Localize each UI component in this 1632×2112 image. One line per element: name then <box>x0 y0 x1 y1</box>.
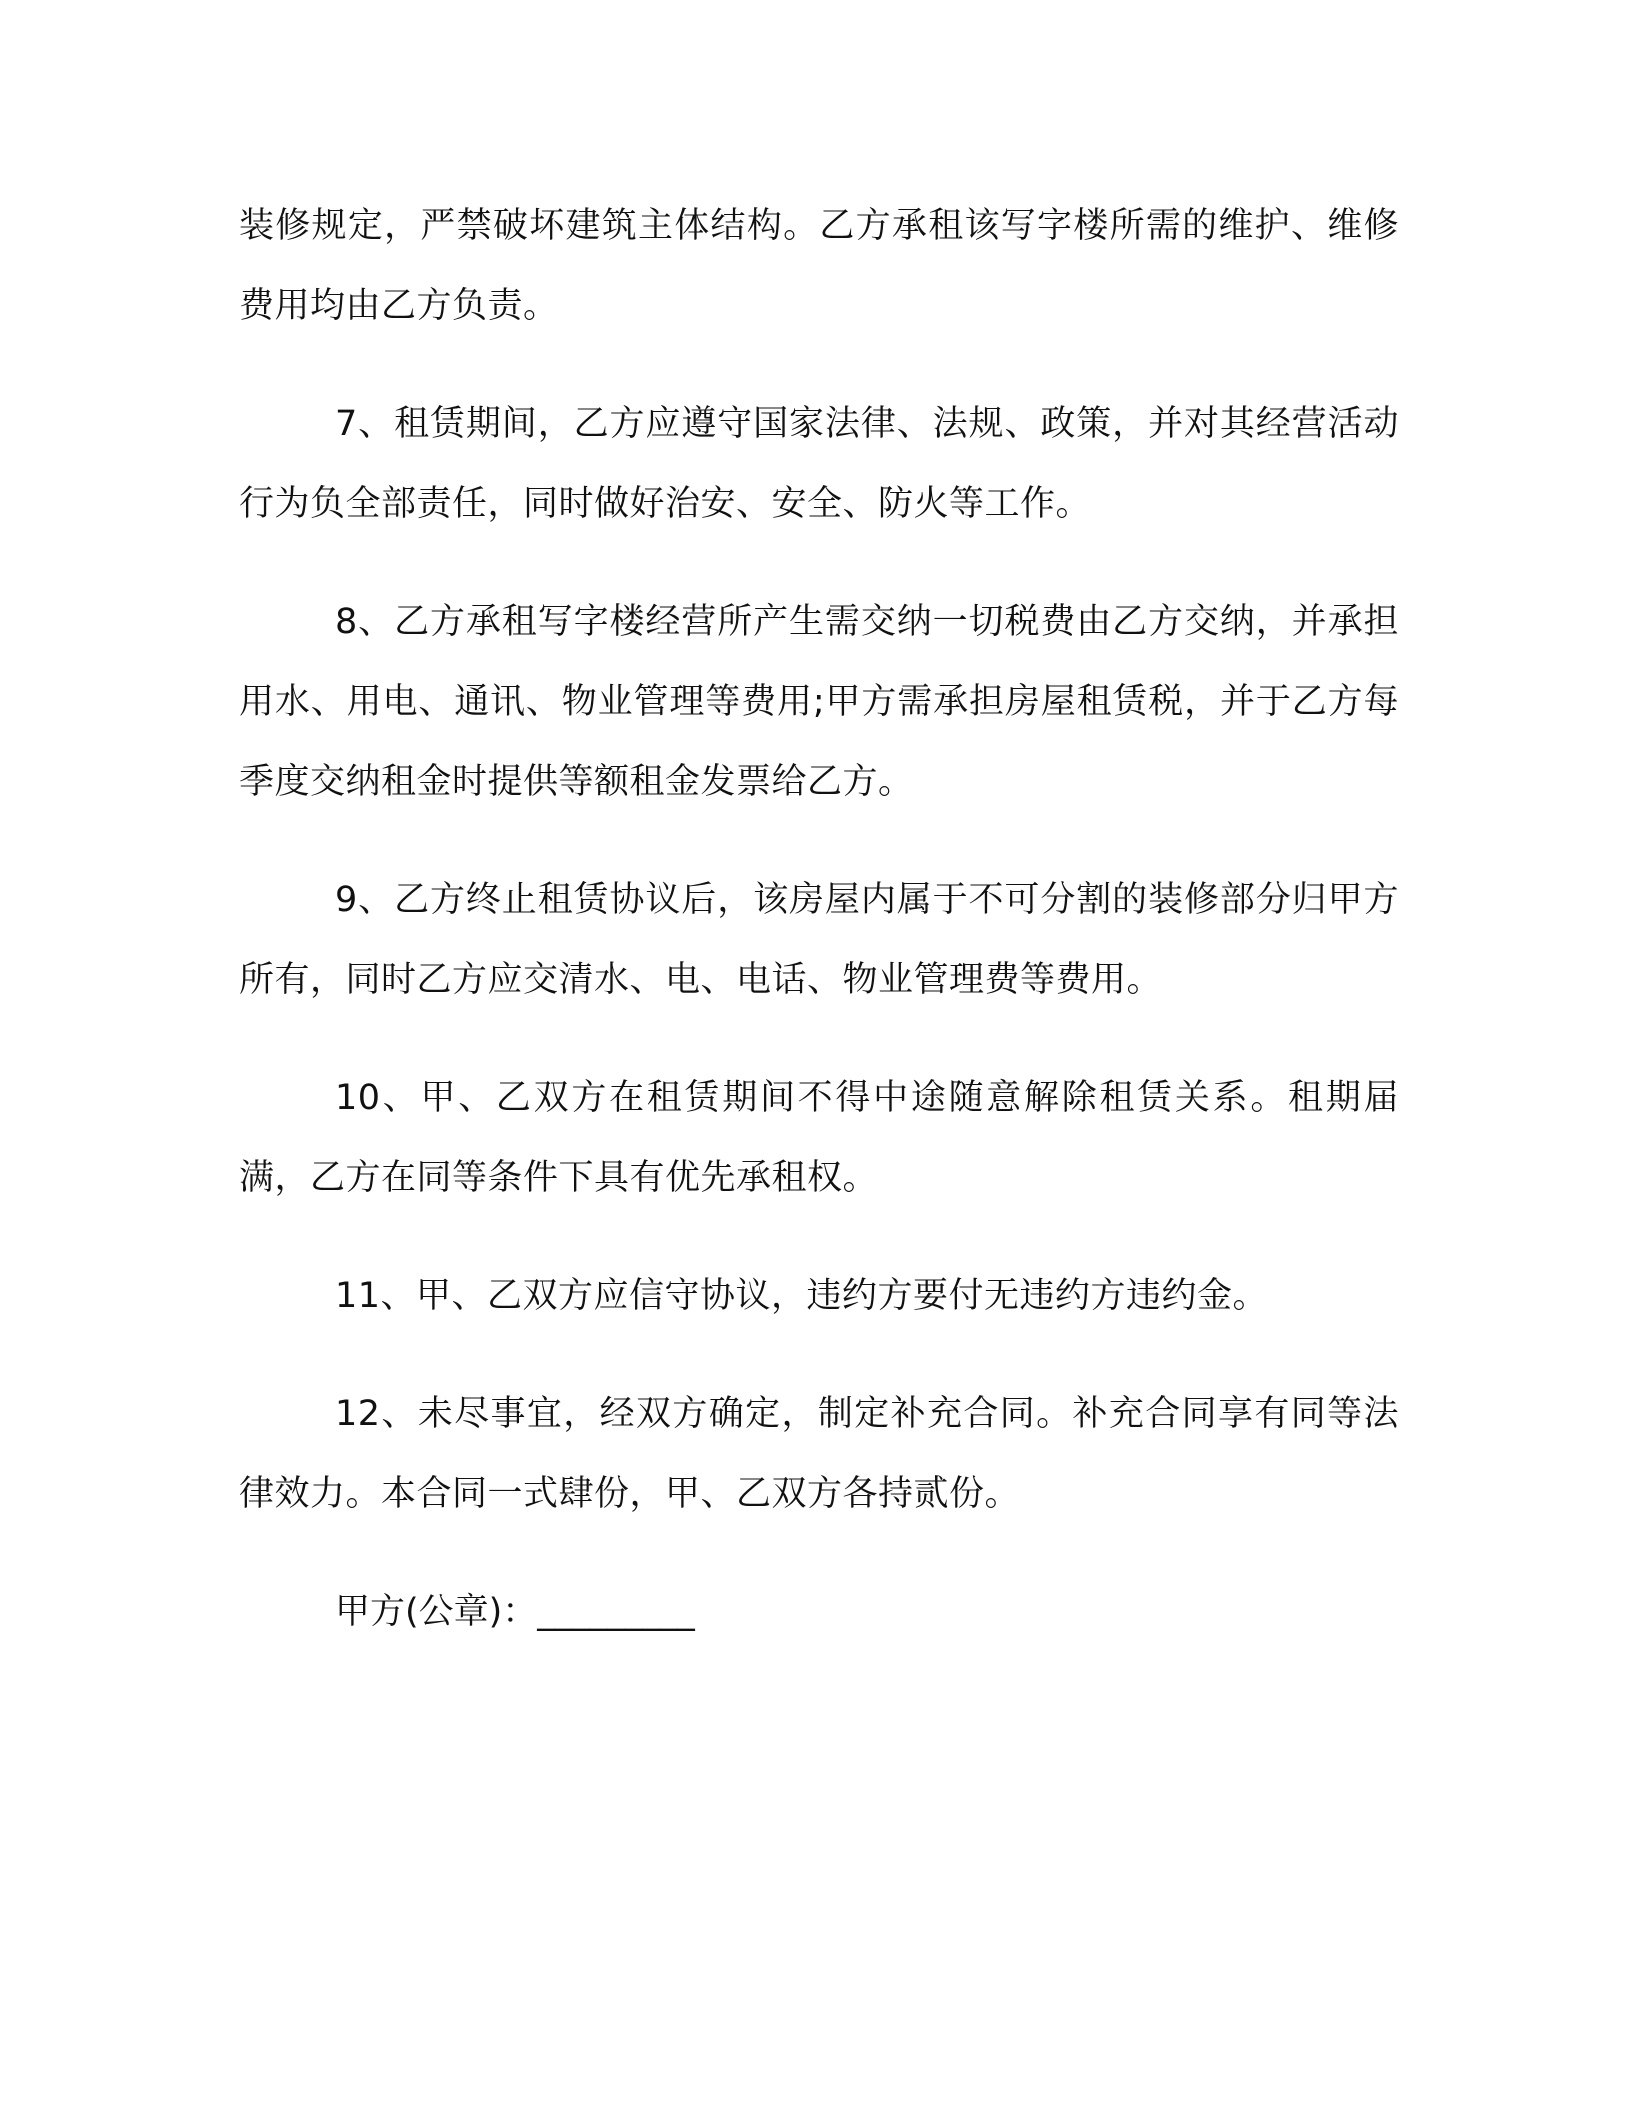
clause-9: 9、乙方终止租赁协议后，该房屋内属于不可分割的装修部分归甲方所有，同时乙方应交清水、电、电话、物业管理费等费用。 <box>239 880 1399 1000</box>
clause-12: 12、未尽事宜，经双方确定，制定补充合同。补充合同享有同等法律效力。本合同一式肆份，甲、乙双方各持贰份。 <box>239 1394 1399 1514</box>
clause-11: 11、甲、乙双方应信守协议，违约方要付无违约方违约金。 <box>335 1276 1269 1316</box>
clause-7: 7、租赁期间，乙方应遵守国家法律、法规、政策，并对其经营活动行为负全部责任，同时做好治安、安全、防火等工作。 <box>239 404 1399 524</box>
party-a-signature-line: 甲方(公章)：_________ <box>335 1592 695 1632</box>
document-body <box>239 186 1399 1652</box>
clause-10: 10、甲、乙双方在租赁期间不得中途随意解除租赁关系。租期届满，乙方在同等条件下具有优先承租权。 <box>239 1078 1399 1198</box>
clause-8: 8、乙方承租写字楼经营所产生需交纳一切税费由乙方交纳，并承担用水、用电、通讯、物业管理等费用;甲方需承担房屋租赁税，并于乙方每季度交纳租金时提供等额租金发票给乙方。 <box>239 602 1399 802</box>
paragraph-continuation: 装修规定，严禁破坏建筑主体结构。乙方承租该写字楼所需的维护、维修费用均由乙方负责。 <box>239 206 1399 326</box>
